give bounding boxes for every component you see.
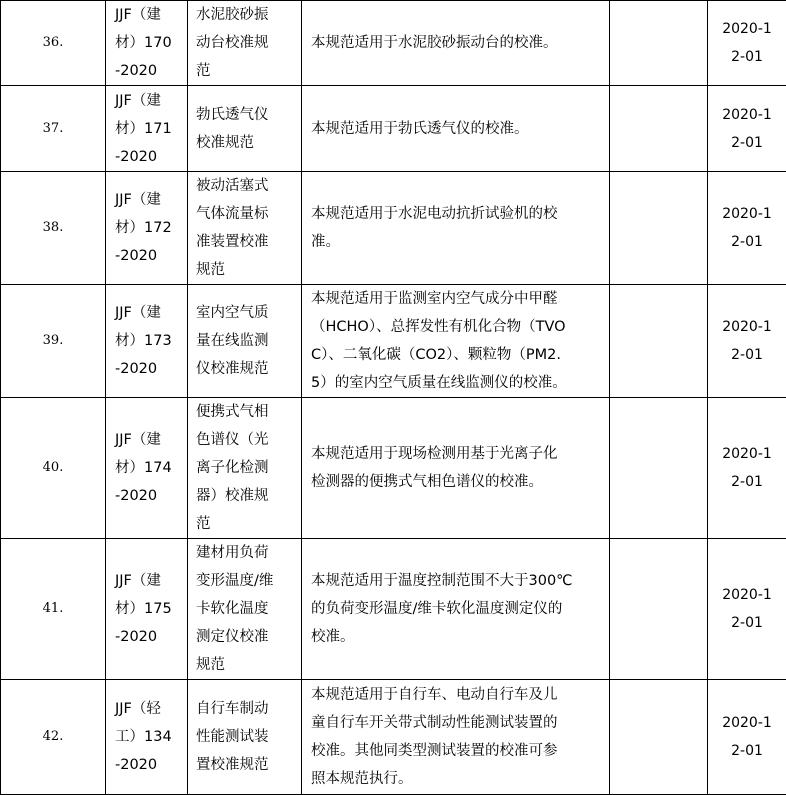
standard-code xyxy=(106,86,188,172)
standard-code xyxy=(106,1,188,86)
date-line: 2-01 xyxy=(712,129,782,157)
standard-code xyxy=(106,285,188,398)
standard-name xyxy=(188,539,302,680)
scope-line: 5）的室内空气质量在线监测仪的校准。 xyxy=(311,369,603,397)
standard-name xyxy=(188,86,302,172)
table-row xyxy=(1,539,786,680)
standard-code xyxy=(106,680,188,795)
code-line: JJF（建 xyxy=(115,299,183,327)
name-line: 便携式气相 xyxy=(196,398,297,426)
code-line: -2020 xyxy=(115,57,183,85)
scope-line: 校准。 xyxy=(311,623,603,651)
scope-line: 本规范适用于监测室内空气成分中甲醛 xyxy=(311,285,603,313)
date-line: 2-01 xyxy=(712,228,782,256)
code-line: 工）134 xyxy=(115,723,183,751)
name-line: 水泥胶砂振 xyxy=(196,1,297,29)
date-line: 2020-1 xyxy=(712,15,782,43)
scope-line: 的负荷变形温度/维卡软化温度测定仪的 xyxy=(311,595,603,623)
row-number: 39. xyxy=(1,285,106,398)
row-number: 41. xyxy=(1,539,106,680)
scope-line: 本规范适用于温度控制范围不大于300℃ xyxy=(311,567,603,595)
effective-date xyxy=(708,539,786,680)
standard-name xyxy=(188,172,302,285)
effective-date xyxy=(708,398,786,539)
effective-date xyxy=(708,86,786,172)
empty-cell xyxy=(610,1,708,86)
name-line: 仪校准规范 xyxy=(196,355,297,383)
code-line: JJF（建 xyxy=(115,87,183,115)
scope-line: 本规范适用于水泥电动抗折试验机的校 xyxy=(311,200,603,228)
code-line: -2020 xyxy=(115,143,183,171)
name-line: 变形温度/维 xyxy=(196,567,297,595)
name-line: 建材用负荷 xyxy=(196,539,297,567)
name-line: 测定仪校准 xyxy=(196,623,297,651)
table-row xyxy=(1,1,786,86)
code-line: -2020 xyxy=(115,355,183,383)
code-line: -2020 xyxy=(115,623,183,651)
code-line: -2020 xyxy=(115,242,183,270)
row-number: 42. xyxy=(1,680,106,795)
name-line: 校准规范 xyxy=(196,129,297,157)
code-line: 材）171 xyxy=(115,115,183,143)
scope-line: （HCHO）、总挥发性有机化合物（TVO xyxy=(311,313,603,341)
name-line: 气体流量标 xyxy=(196,200,297,228)
date-line: 2-01 xyxy=(712,737,782,765)
table-row xyxy=(1,398,786,539)
name-line: 离子化检测 xyxy=(196,454,297,482)
name-line: 室内空气质 xyxy=(196,299,297,327)
scope-line: 童自行车开关带式制动性能测试装置的 xyxy=(311,709,603,737)
standard-name xyxy=(188,398,302,539)
scope-line: 照本规范执行。 xyxy=(311,765,603,793)
scope-line: 本规范适用于自行车、电动自行车及儿 xyxy=(311,681,603,709)
standard-scope xyxy=(302,398,610,539)
table-row xyxy=(1,680,786,795)
date-line: 2020-1 xyxy=(712,709,782,737)
standard-scope xyxy=(302,172,610,285)
table-row xyxy=(1,86,786,172)
scope-line: C）、二氧化碳（CO2）、颗粒物（PM2. xyxy=(311,341,603,369)
name-line: 规范 xyxy=(196,651,297,679)
name-line: 动台校准规 xyxy=(196,29,297,57)
date-line: 2-01 xyxy=(712,468,782,496)
row-number: 38. xyxy=(1,172,106,285)
standard-name xyxy=(188,1,302,86)
code-line: 材）174 xyxy=(115,454,183,482)
code-line: -2020 xyxy=(115,482,183,510)
empty-cell xyxy=(610,398,708,539)
empty-cell xyxy=(610,539,708,680)
code-line: 材）170 xyxy=(115,29,183,57)
date-line: 2-01 xyxy=(712,43,782,71)
effective-date xyxy=(708,680,786,795)
row-number: 40. xyxy=(1,398,106,539)
standard-scope xyxy=(302,539,610,680)
code-line: JJF（建 xyxy=(115,1,183,29)
code-line: JJF（轻 xyxy=(115,695,183,723)
code-line: JJF（建 xyxy=(115,567,183,595)
standard-scope xyxy=(302,1,610,86)
name-line: 范 xyxy=(196,57,297,85)
table-row xyxy=(1,285,786,398)
name-line: 量在线监测 xyxy=(196,327,297,355)
name-line: 准装置校准 xyxy=(196,228,297,256)
name-line: 自行车制动 xyxy=(196,695,297,723)
name-line: 被动活塞式 xyxy=(196,172,297,200)
standard-code xyxy=(106,398,188,539)
standard-name xyxy=(188,285,302,398)
date-line: 2020-1 xyxy=(712,440,782,468)
empty-cell xyxy=(610,86,708,172)
effective-date xyxy=(708,285,786,398)
empty-cell xyxy=(610,680,708,795)
scope-line: 准。 xyxy=(311,228,603,256)
row-number: 37. xyxy=(1,86,106,172)
standard-scope xyxy=(302,86,610,172)
date-line: 2020-1 xyxy=(712,313,782,341)
scope-line: 检测器的便携式气相色谱仪的校准。 xyxy=(311,468,603,496)
scope-line: 校准。其他同类型测试装置的校准可参 xyxy=(311,737,603,765)
date-line: 2020-1 xyxy=(712,101,782,129)
date-line: 2020-1 xyxy=(712,200,782,228)
name-line: 范 xyxy=(196,510,297,538)
scope-line: 本规范适用于现场检测用基于光离子化 xyxy=(311,440,603,468)
scope-line: 本规范适用于水泥胶砂振动台的校准。 xyxy=(311,29,603,57)
standard-code xyxy=(106,539,188,680)
row-number: 36. xyxy=(1,1,106,86)
code-line: 材）173 xyxy=(115,327,183,355)
code-line: JJF（建 xyxy=(115,426,183,454)
name-line: 色谱仪（光 xyxy=(196,426,297,454)
name-line: 规范 xyxy=(196,256,297,284)
name-line: 器）校准规 xyxy=(196,482,297,510)
name-line: 性能测试装 xyxy=(196,723,297,751)
name-line: 置校准规范 xyxy=(196,751,297,779)
code-line: 材）175 xyxy=(115,595,183,623)
table-body xyxy=(1,1,786,795)
standard-scope xyxy=(302,680,610,795)
code-line: -2020 xyxy=(115,751,183,779)
date-line: 2-01 xyxy=(712,341,782,369)
effective-date xyxy=(708,172,786,285)
code-line: JJF（建 xyxy=(115,186,183,214)
code-line: 材）172 xyxy=(115,214,183,242)
scope-line: 本规范适用于勃氏透气仪的校准。 xyxy=(311,115,603,143)
date-line: 2-01 xyxy=(712,609,782,637)
name-line: 勃氏透气仪 xyxy=(196,101,297,129)
name-line: 卡软化温度 xyxy=(196,595,297,623)
empty-cell xyxy=(610,172,708,285)
date-line: 2020-1 xyxy=(712,581,782,609)
standard-scope xyxy=(302,285,610,398)
standard-code xyxy=(106,172,188,285)
effective-date xyxy=(708,1,786,86)
table-row xyxy=(1,172,786,285)
standard-name xyxy=(188,680,302,795)
empty-cell xyxy=(610,285,708,398)
